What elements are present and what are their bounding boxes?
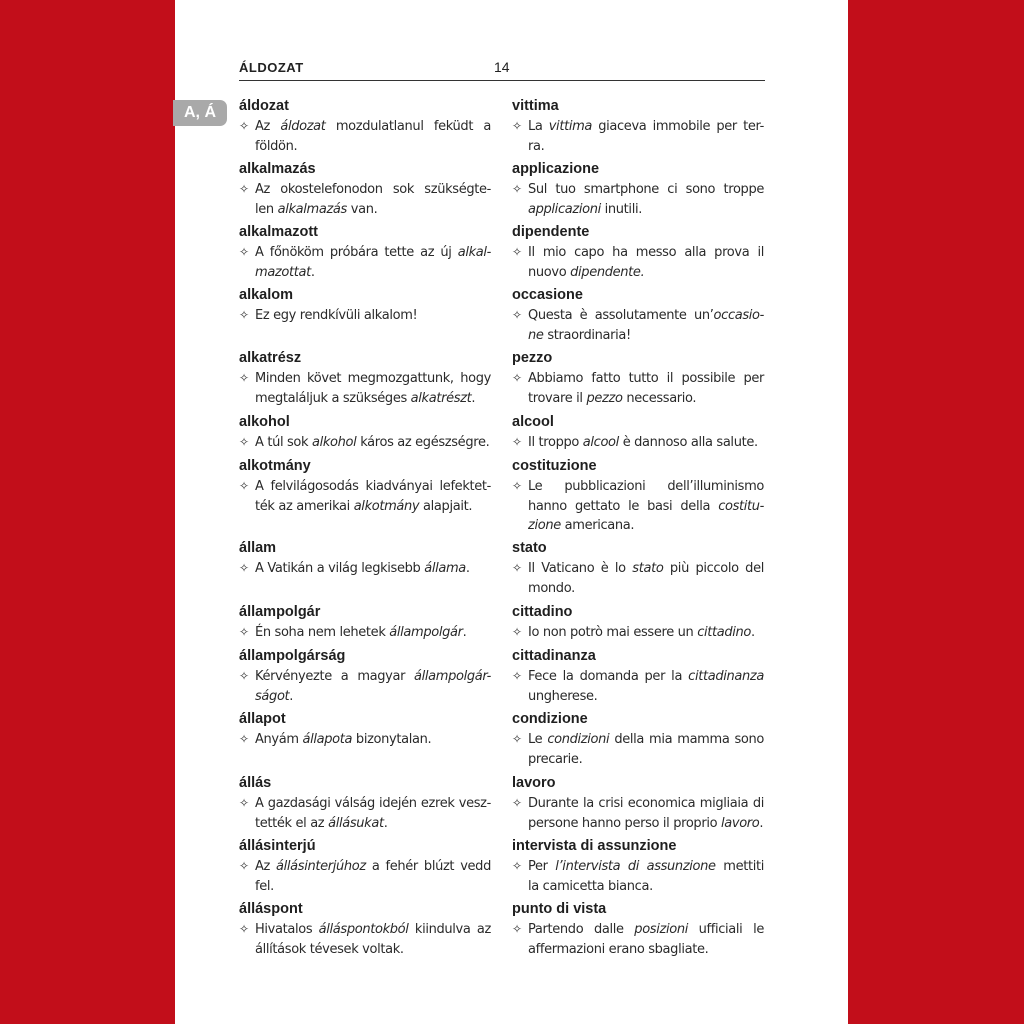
example-line: Per l’intervista di assunzione mettiti <box>528 859 765 874</box>
example-sentence <box>239 623 491 643</box>
example-line: Partendo dalle posizioni ufficiali le <box>528 922 764 937</box>
dictionary-entry <box>512 539 764 598</box>
example-sentence <box>512 559 764 598</box>
example-star-icon: ✧ <box>512 435 522 449</box>
page-number: 14 <box>494 59 510 75</box>
example-sentence <box>239 559 491 579</box>
example-line: zione americana. <box>528 518 635 533</box>
example-star-icon: ✧ <box>512 308 522 322</box>
example-line: földön. <box>255 138 298 154</box>
example-star-icon: ✧ <box>512 371 522 385</box>
alphabet-thumb-tab: A, Á <box>173 100 227 126</box>
example-sentence <box>512 857 764 896</box>
example-line: Le condizioni della mia mamma sono <box>528 732 764 747</box>
dictionary-entry <box>239 286 491 326</box>
headword: állásinterjú <box>239 838 316 854</box>
example-line: mondo. <box>528 580 575 596</box>
example-line: Sul tuo smartphone ci sono troppe <box>528 182 764 197</box>
headword: costituzione <box>512 458 597 474</box>
dictionary-entry <box>239 97 491 156</box>
example-star-icon: ✧ <box>239 245 249 259</box>
example-line: Questa è assolutamente un’occasio- <box>528 308 764 323</box>
headword: alkotmány <box>239 458 311 474</box>
example-line: trovare il pezzo necessario. <box>528 390 697 406</box>
example-sentence <box>512 180 764 219</box>
dictionary-entry <box>239 837 491 896</box>
example-sentence <box>239 369 491 408</box>
dictionary-entry <box>512 457 764 536</box>
example-line: Hivatalos álláspontokból kiindulva az <box>255 922 491 937</box>
example-sentence <box>239 306 491 326</box>
dictionary-entry <box>239 223 491 282</box>
dictionary-entry <box>239 603 491 643</box>
example-line: Ez egy rendkívüli alkalom! <box>255 308 418 323</box>
example-sentence <box>512 477 764 536</box>
example-sentence <box>512 117 764 156</box>
headword: occasione <box>512 287 583 303</box>
example-sentence <box>239 794 491 833</box>
headword: alkalmazott <box>239 224 318 240</box>
example-line: Io non potrò mai essere un cittadino. <box>528 625 755 640</box>
dictionary-entry <box>239 774 491 833</box>
headword: alkalmazás <box>239 161 316 177</box>
headword: álláspont <box>239 901 303 917</box>
example-line: A gazdasági válság idején ezrek vesz- <box>255 796 491 811</box>
example-line: Abbiamo fatto tutto il possibile per <box>528 371 764 386</box>
example-sentence <box>512 623 764 643</box>
example-sentence <box>239 730 491 750</box>
example-sentence <box>512 306 764 345</box>
dictionary-entry <box>512 413 764 453</box>
example-star-icon: ✧ <box>239 796 249 810</box>
example-sentence <box>512 794 764 833</box>
example-line: Durante la crisi economica migliaia di <box>528 796 764 811</box>
example-star-icon: ✧ <box>239 182 249 196</box>
example-line: megtaláljuk a szükséges alkatrészt. <box>255 390 476 406</box>
example-star-icon: ✧ <box>239 308 249 322</box>
headword: állás <box>239 775 272 791</box>
dictionary-entry <box>512 286 764 345</box>
example-star-icon: ✧ <box>239 435 249 449</box>
example-line: La vittima giaceva immobile per ter- <box>528 119 765 134</box>
dictionary-entry <box>512 603 764 643</box>
example-line: Le pubblicazioni dell’illuminismo <box>528 479 764 494</box>
headword: állam <box>239 540 277 556</box>
example-line: ra. <box>528 138 545 154</box>
dictionary-entry <box>512 710 764 769</box>
headword: vittima <box>512 98 559 114</box>
example-sentence <box>512 667 764 706</box>
example-star-icon: ✧ <box>239 625 249 639</box>
example-sentence <box>512 369 764 408</box>
example-star-icon: ✧ <box>512 625 522 639</box>
example-line: ne straordinaria! <box>528 327 631 343</box>
example-star-icon: ✧ <box>239 859 249 873</box>
headword: condizione <box>512 711 588 727</box>
example-line: A túl sok alkohol káros az egészségre. <box>255 435 490 450</box>
example-star-icon: ✧ <box>512 119 522 133</box>
example-line: Az okostelefonodon sok szükségte- <box>255 182 491 197</box>
example-line: ték az amerikai alkotmány alapjait. <box>255 498 473 514</box>
headword: applicazione <box>512 161 600 177</box>
headword: állampolgár <box>239 604 321 620</box>
example-line: affermazioni erano sbagliate. <box>528 941 709 957</box>
headword: állapot <box>239 711 286 727</box>
example-star-icon: ✧ <box>239 922 249 936</box>
headword: alkohol <box>239 414 290 430</box>
headword: állampolgárság <box>239 648 346 664</box>
example-line: Il Vaticano è lo stato più piccolo del <box>528 561 764 576</box>
example-star-icon: ✧ <box>239 669 249 683</box>
dictionary-entry <box>239 647 491 706</box>
headword: cittadino <box>512 604 573 620</box>
example-line: Il mio capo ha messo alla prova il <box>528 245 764 260</box>
example-line: A felvilágosodás kiadványai lefektet- <box>255 479 491 494</box>
example-star-icon: ✧ <box>512 561 522 575</box>
example-line: Anyám állapota bizonytalan. <box>255 732 432 747</box>
example-sentence <box>239 667 491 706</box>
example-star-icon: ✧ <box>239 561 249 575</box>
example-line: A főnököm próbára tette az új alkal- <box>255 245 491 260</box>
example-line: állítások tévesek voltak. <box>255 941 404 957</box>
dictionary-entry <box>512 837 764 896</box>
headword: cittadinanza <box>512 648 596 664</box>
example-sentence <box>239 243 491 282</box>
example-line: fel. <box>255 878 274 894</box>
example-sentence <box>512 730 764 769</box>
headword: stato <box>512 540 547 556</box>
example-line: la camicetta bianca. <box>528 878 653 894</box>
headword: lavoro <box>512 775 556 791</box>
example-sentence <box>512 243 764 282</box>
example-line: mazottat. <box>255 264 315 280</box>
example-star-icon: ✧ <box>512 922 522 936</box>
dictionary-entry <box>512 97 764 156</box>
example-star-icon: ✧ <box>512 859 522 873</box>
example-star-icon: ✧ <box>512 669 522 683</box>
example-sentence <box>239 920 491 959</box>
example-star-icon: ✧ <box>512 732 522 746</box>
example-sentence <box>239 857 491 896</box>
example-line: Il troppo alcool è dannoso alla salute. <box>528 435 758 450</box>
dictionary-entry <box>239 349 491 408</box>
example-line: persone hanno perso il proprio lavoro. <box>528 815 764 831</box>
running-headword: ÁLDOZAT <box>239 60 304 75</box>
example-line: ságot. <box>255 688 294 704</box>
example-star-icon: ✧ <box>239 371 249 385</box>
example-line: tették el az állásukat. <box>255 815 388 831</box>
example-line: A Vatikán a világ legkisebb államа. <box>255 561 470 576</box>
example-line: precarie. <box>528 751 583 767</box>
example-sentence <box>512 433 764 453</box>
dictionary-entry <box>239 160 491 219</box>
example-star-icon: ✧ <box>512 479 522 493</box>
example-star-icon: ✧ <box>512 245 522 259</box>
example-star-icon: ✧ <box>512 796 522 810</box>
headword: alkatrész <box>239 350 302 366</box>
running-header <box>239 60 765 81</box>
dictionary-entry <box>239 710 491 750</box>
headword: dipendente <box>512 224 590 240</box>
example-line: Az áldozat mozdulatlanul feküdt a <box>255 119 491 134</box>
example-sentence <box>239 117 491 156</box>
headword: punto di vista <box>512 901 607 917</box>
example-line: hanno gettato le basi della costitu- <box>528 498 764 514</box>
example-sentence <box>239 477 491 516</box>
dictionary-entry <box>512 647 764 706</box>
example-line: nuovo dipendente. <box>528 264 645 280</box>
headword: alcool <box>512 414 554 430</box>
example-line: Fece la domanda per la cittadinanza <box>528 669 764 684</box>
example-star-icon: ✧ <box>512 182 522 196</box>
dictionary-entry <box>239 900 491 959</box>
example-line: Minden követ megmozgattunk, hogy <box>255 371 491 386</box>
dictionary-entry <box>239 413 491 453</box>
example-sentence <box>512 920 764 959</box>
example-line: ungherese. <box>528 688 598 704</box>
example-line: len alkalmazás van. <box>255 201 378 217</box>
example-line: Az állásinterjúhoz a fehér blúzt vedd <box>255 859 491 874</box>
dictionary-entry <box>239 457 491 516</box>
headword: intervista di assunzione <box>512 838 677 854</box>
example-line: Én soha nem lehetek állampolgár. <box>255 625 467 640</box>
dictionary-entry <box>512 223 764 282</box>
headword: alkalom <box>239 287 293 303</box>
example-star-icon: ✧ <box>239 732 249 746</box>
dictionary-entry <box>512 349 764 408</box>
example-star-icon: ✧ <box>239 479 249 493</box>
headword: áldozat <box>239 98 289 114</box>
dictionary-entry <box>512 160 764 219</box>
example-line: applicazioni inutili. <box>528 201 642 217</box>
example-sentence <box>239 433 491 453</box>
example-sentence <box>239 180 491 219</box>
dictionary-entry <box>239 539 491 579</box>
dictionary-entry <box>512 900 764 959</box>
example-star-icon: ✧ <box>239 119 249 133</box>
headword: pezzo <box>512 350 553 366</box>
dictionary-entry <box>512 774 764 833</box>
example-line: Kérvényezte a magyar állampolgár- <box>255 669 491 684</box>
